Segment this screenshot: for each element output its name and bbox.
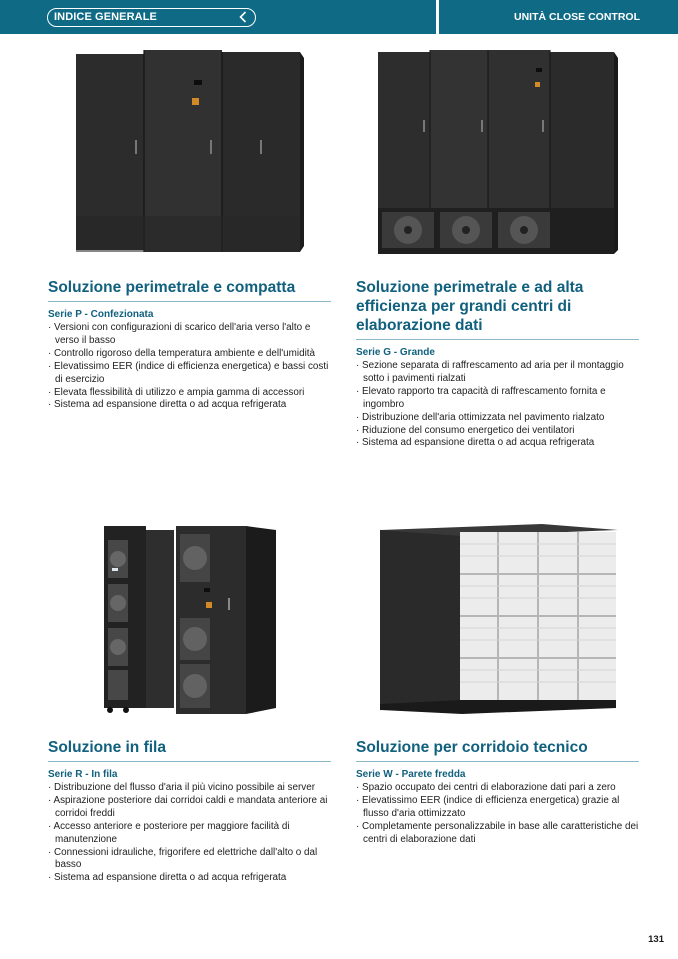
chevron-left-icon (237, 10, 250, 24)
section-perimeter-compact (48, 278, 331, 412)
feature-list (356, 360, 639, 450)
list-item: · Elevatissimo EER (indice di efficienza energetica) e bassi costi di esercizio (48, 361, 331, 387)
index-button-label: INDICE GENERALE (54, 11, 157, 23)
feature-list (356, 782, 639, 847)
list-item: · Distribuzione dell'aria ottimizzata nel pavimento rialzato (356, 412, 639, 425)
section-title-in-row: Soluzione in fila (48, 738, 331, 762)
header-divider (436, 0, 439, 34)
feature-list (48, 322, 331, 412)
list-item: · Completamente personalizzabile in base alle caratteristiche dei centri di elaborazione dati (356, 821, 639, 847)
list-item: · Distribuzione del flusso d'aria il più vicino possibile ai server (48, 782, 331, 795)
perimeter-large-unit-image (376, 48, 620, 256)
list-item: · Versioni con configurazioni di scarico dell'aria verso l'alto e verso il basso (48, 322, 331, 348)
list-item: · Aspirazione posteriore dai corridoi caldi e mandata anteriore ai corridoi freddi (48, 795, 331, 821)
series-label: Serie P - Confezionata (48, 309, 154, 320)
section-title-perimeter-compact: Soluzione perimetrale e compatta (48, 278, 331, 302)
list-item: · Sistema ad espansione diretta o ad acqua refrigerata (356, 437, 639, 450)
section-title-perimeter-large: Soluzione perimetrale e ad alta efficienza per grandi centri di elaborazione dati (356, 278, 639, 340)
series-label: Serie R - In fila (48, 769, 118, 780)
list-item: · Connessioni idrauliche, frigorifere ed elettriche dall'alto o dal basso (48, 847, 331, 873)
list-item: · Sistema ad espansione diretta o ad acqua refrigerata (48, 872, 331, 885)
list-item: · Elevata flessibilità di utilizzo e ampia gamma di accessori (48, 387, 331, 400)
in-row-unit-image (100, 518, 280, 716)
page-number: 131 (648, 934, 664, 945)
index-button[interactable] (47, 8, 256, 27)
section-perimeter-large (356, 278, 639, 450)
series-label: Serie W - Parete fredda (356, 769, 466, 780)
section-cold-wall (356, 738, 639, 847)
list-item: · Elevatissimo EER (indice di efficienza energetica) grazie al flusso d'aria ottimizzato (356, 795, 639, 821)
list-item: · Spazio occupato dei centri di elaborazione dati pari a zero (356, 782, 639, 795)
section-in-row (48, 738, 331, 885)
top-bar (0, 0, 678, 34)
list-item: · Accesso anteriore e posteriore per maggiore facilità di manutenzione (48, 821, 331, 847)
feature-list (48, 782, 331, 885)
list-item: · Elevato rapporto tra capacità di raffrescamento fornita e ingombro (356, 386, 639, 412)
section-title: UNITÀ CLOSE CONTROL (514, 11, 640, 23)
list-item: · Controllo rigoroso della temperatura ambiente e dell'umidità (48, 348, 331, 361)
list-item: · Sezione separata di raffrescamento ad aria per il montaggio sotto i pavimenti rialzati (356, 360, 639, 386)
section-title-cold-wall: Soluzione per corridoio tecnico (356, 738, 639, 762)
cold-wall-unit-image (378, 522, 618, 716)
list-item: · Riduzione del consumo energetico dei ventilatori (356, 425, 639, 438)
series-label: Serie G - Grande (356, 347, 435, 358)
list-item: · Sistema ad espansione diretta o ad acqua refrigerata (48, 399, 331, 412)
perimeter-compact-unit-image (74, 48, 306, 254)
